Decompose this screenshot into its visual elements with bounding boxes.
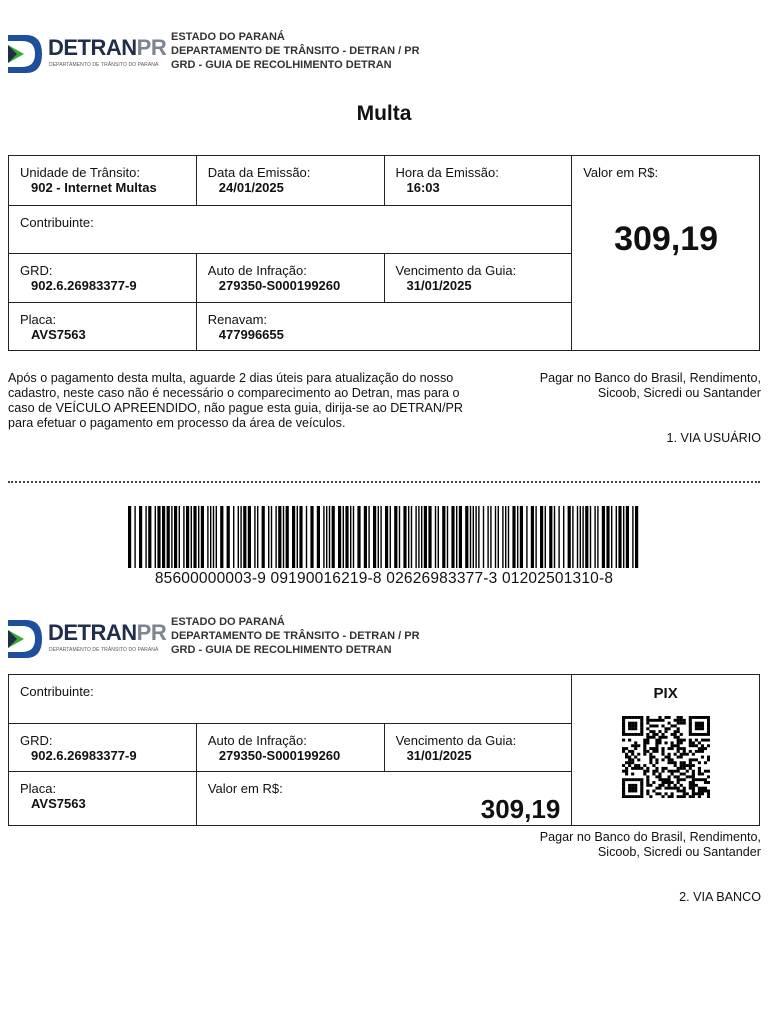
header-text bbox=[171, 30, 420, 72]
vencimento-cell-2 bbox=[384, 724, 572, 772]
valor-amount: 309,19 bbox=[614, 220, 719, 258]
cut-line bbox=[8, 481, 760, 483]
vencimento-value: 31/01/2025 bbox=[406, 278, 472, 293]
auto-infracao-value-2: 279350-S000199260 bbox=[218, 748, 341, 763]
grd-label: GRD: bbox=[20, 263, 53, 278]
hora-emissao-label: Hora da Emissão: bbox=[395, 165, 499, 180]
header-top bbox=[8, 30, 760, 80]
header-text bbox=[171, 615, 420, 657]
placa-label: Placa: bbox=[20, 312, 57, 327]
pay-banks-line2: Sicoob, Sicredi ou Santander bbox=[597, 386, 761, 400]
state-name: ESTADO DO PARANÁ bbox=[171, 616, 285, 628]
vencimento-label: Vencimento da Guia: bbox=[395, 263, 517, 278]
state-name: ESTADO DO PARANÁ bbox=[171, 31, 285, 43]
pay-banks-2 bbox=[501, 830, 761, 860]
pay-banks-1 bbox=[501, 371, 761, 401]
grd-cell bbox=[9, 254, 197, 303]
renavam-cell bbox=[196, 303, 571, 351]
valor-label: Valor em R$: bbox=[583, 165, 659, 180]
data-emissao-cell bbox=[196, 156, 384, 206]
hora-emissao-value: 16:03 bbox=[406, 180, 440, 195]
valor-amount-2: 309,19 bbox=[480, 794, 561, 824]
document-type: GRD - GUIA DE RECOLHIMENTO DETRAN bbox=[171, 644, 392, 656]
unidade-label: Unidade de Trânsito: bbox=[20, 165, 140, 180]
renavam-value: 477996655 bbox=[218, 327, 284, 342]
unidade-cell bbox=[9, 156, 197, 206]
pix-label: PIX bbox=[653, 685, 678, 702]
data-emissao-value: 24/01/2025 bbox=[218, 180, 284, 195]
via2-table bbox=[8, 674, 760, 826]
detran-logo-icon bbox=[8, 33, 44, 75]
contribuinte-cell bbox=[9, 206, 572, 254]
department-name: DEPARTAMENTO DE TRÂNSITO - DETRAN / PR bbox=[171, 45, 420, 57]
unidade-value: 902 - Internet Multas bbox=[31, 180, 157, 195]
via1-table bbox=[8, 155, 760, 351]
page-title: Multa bbox=[356, 102, 412, 125]
grd-cell-2 bbox=[9, 724, 197, 772]
department-name: DEPARTAMENTO DE TRÂNSITO - DETRAN / PR bbox=[171, 630, 420, 642]
grd-value-2: 902.6.26983377-9 bbox=[31, 748, 137, 763]
detran-logo-icon bbox=[8, 618, 44, 660]
hora-emissao-cell bbox=[384, 156, 572, 206]
placa-label-2: Placa: bbox=[20, 781, 57, 796]
payment-note: Após o pagamento desta multa, aguarde 2 dias úteis para atualização do nosso cadastro, neste caso não é necessário o comparecimento ao Detran, mas para o caso de VEÍCULO APREENDIDO, não pague esta guia, dirija-se ao DETRAN/PR para efetuar o pagamento em processo da área de veículos. bbox=[8, 371, 463, 430]
auto-infracao-label: Auto de Infração: bbox=[207, 263, 307, 278]
grd-value: 902.6.26983377-9 bbox=[31, 278, 137, 293]
contribuinte-cell-2 bbox=[9, 675, 572, 724]
pix-qr-code bbox=[622, 716, 710, 798]
data-emissao-label: Data da Emissão: bbox=[207, 165, 311, 180]
auto-infracao-cell bbox=[196, 254, 384, 303]
via-usuario-label: 1. VIA USUÁRIO bbox=[666, 431, 761, 445]
logo-wordmark: DETRANPR bbox=[48, 35, 167, 60]
pay-banks-line1-2: Pagar no Banco do Brasil, Rendimento, bbox=[539, 830, 761, 844]
valor-cell bbox=[572, 156, 760, 351]
placa-value: AVS7563 bbox=[31, 327, 86, 342]
vencimento-label-2: Vencimento da Guia: bbox=[395, 733, 517, 748]
renavam-label: Renavam: bbox=[207, 312, 268, 327]
pay-banks-line1: Pagar no Banco do Brasil, Rendimento, bbox=[539, 371, 761, 385]
contribuinte-label: Contribuinte: bbox=[20, 215, 94, 230]
via-banco-label: 2. VIA BANCO bbox=[679, 890, 761, 904]
vencimento-value-2: 31/01/2025 bbox=[406, 748, 472, 763]
barcode-number: 85600000003-9 09190016219-8 02626983377-3 01202501310-8 bbox=[154, 570, 614, 587]
auto-infracao-label-2: Auto de Infração: bbox=[207, 733, 307, 748]
contribuinte-label-2: Contribuinte: bbox=[20, 684, 94, 699]
valor-label-2: Valor em R$: bbox=[207, 781, 283, 796]
detran-logo bbox=[8, 30, 166, 76]
logo-subtitle: DEPARTAMENTO DE TRÂNSITO DO PARANÁ bbox=[49, 647, 159, 653]
logo-wordmark: DETRANPR bbox=[48, 620, 167, 645]
placa-cell bbox=[9, 303, 197, 351]
barcode bbox=[128, 506, 640, 568]
vencimento-cell bbox=[384, 254, 572, 303]
pix-cell bbox=[572, 675, 760, 826]
grd-label-2: GRD: bbox=[20, 733, 53, 748]
auto-infracao-cell-2 bbox=[196, 724, 384, 772]
auto-infracao-value: 279350-S000199260 bbox=[218, 278, 341, 293]
placa-cell-2 bbox=[9, 772, 197, 826]
detran-logo bbox=[8, 615, 166, 661]
header-bottom bbox=[8, 615, 760, 665]
document-type: GRD - GUIA DE RECOLHIMENTO DETRAN bbox=[171, 59, 392, 71]
placa-value-2: AVS7563 bbox=[31, 796, 86, 811]
valor-cell-2 bbox=[196, 772, 571, 826]
logo-subtitle: DEPARTAMENTO DE TRÂNSITO DO PARANÁ bbox=[49, 62, 159, 68]
pay-banks-line2-2: Sicoob, Sicredi ou Santander bbox=[597, 845, 761, 859]
